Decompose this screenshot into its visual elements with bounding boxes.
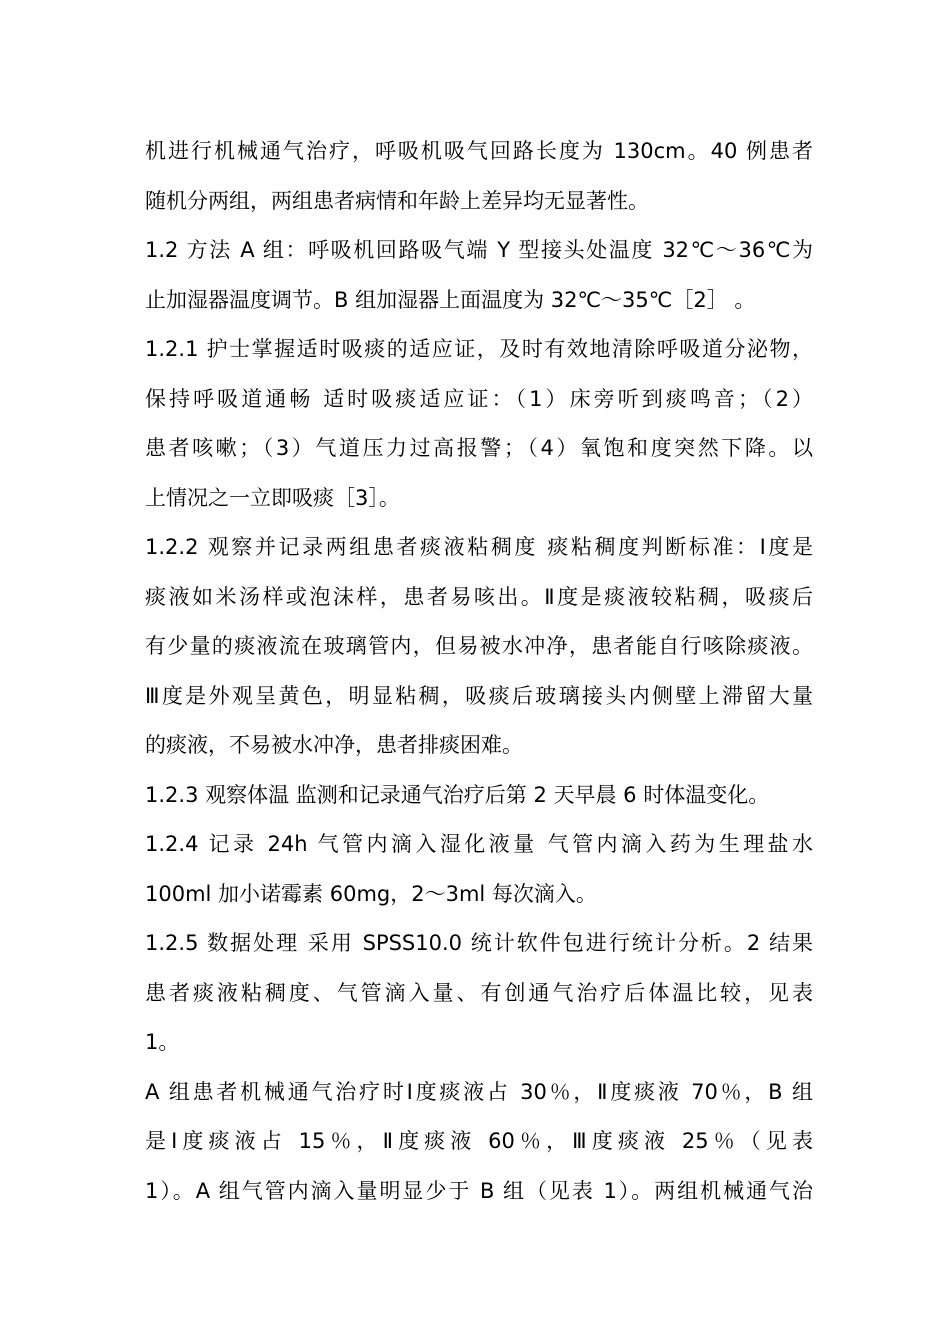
text-line-10: 痰液如米汤样或泡沫样，患者易咳出。Ⅱ度是痰液较粘稠，吸痰后 — [145, 584, 813, 609]
text-line-19: 1。 — [145, 1030, 180, 1054]
text-line-6: 保持呼吸道通畅 适时吸痰适应证：（1）床旁听到痰鸣音；（2） — [145, 386, 813, 411]
text-line-14: 1.2.3 观察体温 监测和记录通气治疗后第 2 天早晨 6 时体温变化。 — [145, 782, 770, 807]
text-line-13: 的痰液，不易被水冲净，患者排痰困难。 — [145, 733, 523, 757]
text-line-5: 1.2.1 护士掌握适时吸痰的适应证，及时有效地清除呼吸道分泌物， — [145, 337, 813, 361]
text-line-11: 有少量的痰液流在玻璃管内，但易被水冲净，患者能自行咳除痰液。 — [145, 634, 813, 658]
text-line-2: 随机分两组，两组患者病情和年龄上差异均无显著性。 — [145, 188, 649, 213]
text-line-4: 止加湿器温度调节。B 组加湿器上面温度为 32℃～35℃［2］ 。 — [145, 287, 756, 312]
text-line-21: 是Ⅰ度痰液占 15％，Ⅱ度痰液 60％，Ⅲ度痰液 25％（见表 — [145, 1129, 813, 1153]
text-line-15: 1.2.4 记录 24h 气管内滴入湿化液量 气管内滴入药为生理盐水 — [145, 832, 813, 856]
text-line-3: 1.2 方法 A 组：呼吸机回路吸气端 Y 型接头处温度 32℃～36℃为 — [145, 238, 813, 262]
text-line-8: 上情况之一立即吸痰［3］。 — [145, 485, 400, 510]
text-line-7: 患者咳嗽；（3）气道压力过高报警；（4）氧饱和度突然下降。以 — [145, 436, 813, 460]
text-line-22: 1）。A 组气管内滴入量明显少于 B 组（见表 1）。两组机械通气治 — [145, 1178, 813, 1203]
text-line-9: 1.2.2 观察并记录两组患者痰液粘稠度 痰粘稠度判断标准：Ⅰ度是 — [145, 535, 813, 559]
text-line-18: 患者痰液粘稠度、气管滴入量、有创通气治疗后体温比较，见表 — [145, 980, 813, 1005]
text-line-20: A 组患者机械通气治疗时Ⅰ度痰液占 30％，Ⅱ度痰液 70％，B 组 — [145, 1079, 813, 1104]
text-line-17: 1.2.5 数据处理 采用 SPSS10.0 统计软件包进行统计分析。2 结果 — [145, 931, 813, 955]
text-line-1: 机进行机械通气治疗，呼吸机吸气回路长度为 130cm。40 例患者 — [145, 139, 813, 163]
text-line-12: Ⅲ度是外观呈黄色，明显粘稠，吸痰后玻璃接头内侧壁上滞留大量 — [145, 683, 813, 708]
text-line-16: 100ml 加小诺霉素 60mg，2～3ml 每次滴入。 — [145, 881, 597, 906]
document-body — [145, 127, 813, 1216]
